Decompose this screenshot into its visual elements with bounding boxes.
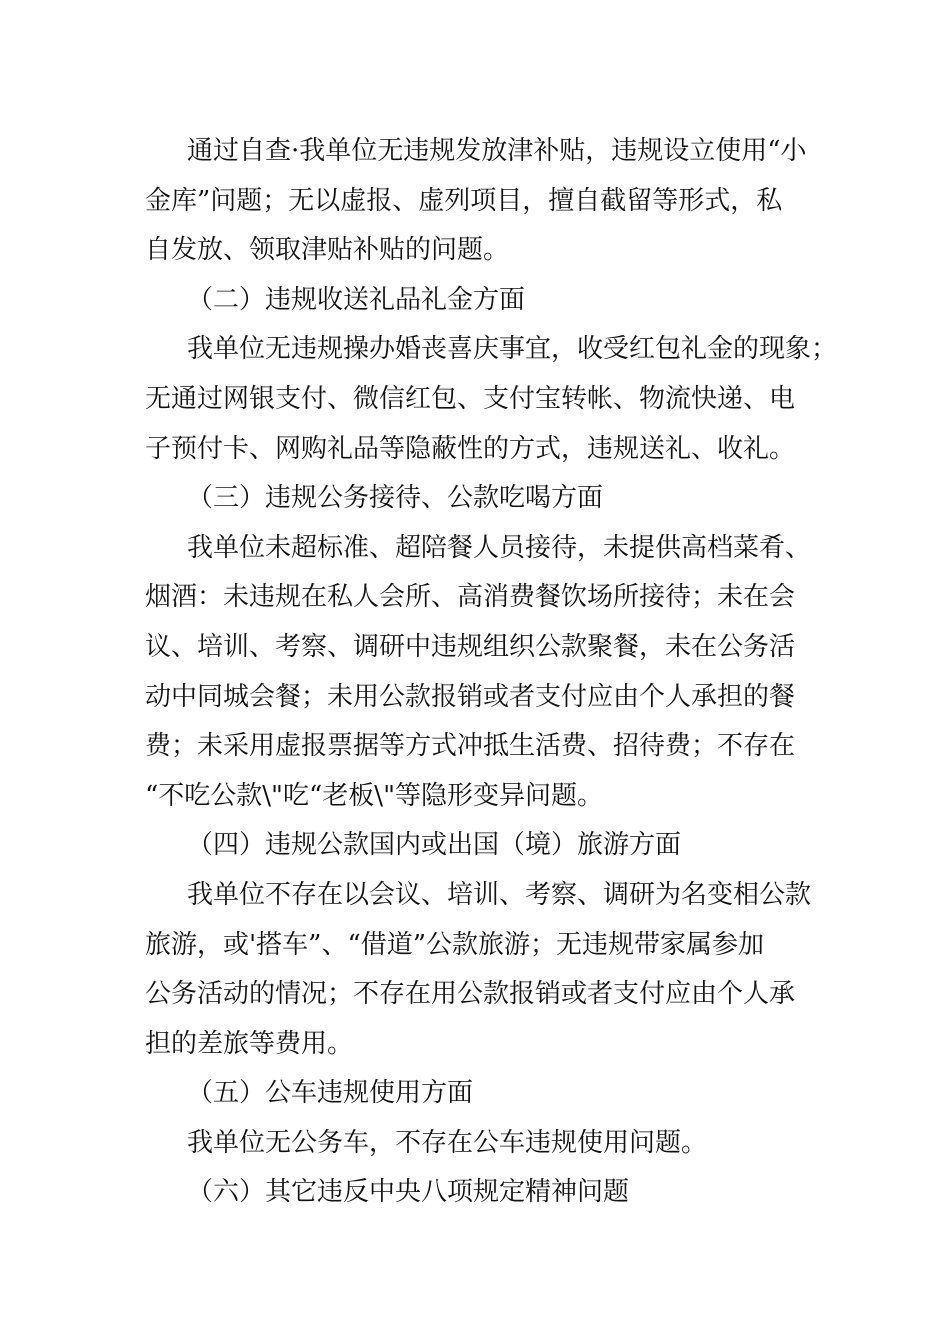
- section-heading: （二）违规收送礼品礼金方面: [187, 284, 526, 315]
- paragraph-line: 我单位无违规操办婚丧喜庆事宜，收受红包礼金的现象；: [187, 334, 838, 365]
- paragraph-line: “不吃公款\"吃“老板\"等隐形变异问题。: [145, 780, 604, 811]
- paragraph-line: 我单位无公务车，不存在公车违规使用问题。: [187, 1127, 708, 1158]
- section-heading: （六）其它违反中央八项规定精神问题: [187, 1177, 630, 1208]
- paragraph-line: 烟酒：未违规在私人会所、高消费餐饮场所接待；未在会: [145, 582, 796, 613]
- paragraph-line: 费；未采用虚报票据等方式冲抵生活费、招待费；不存在: [145, 731, 796, 762]
- paragraph-line: 自发放、领取津贴补贴的问题。: [145, 235, 510, 266]
- paragraph-line: 金库”问题；无以虚报、虚列项目，擅自截留等形式，私: [145, 185, 783, 216]
- paragraph-line: 子预付卡、网购礼品等隐蔽性的方式，违规送礼、收礼。: [145, 433, 796, 464]
- paragraph-line: 无通过网银支付、微信红包、支付宝转帐、物流快递、电: [145, 383, 796, 414]
- paragraph-line: 我单位不存在以会议、培训、考察、调研为名变相公款: [187, 879, 812, 910]
- paragraph-line: 我单位未超标准、超陪餐人员接待，未提供高档菜肴、: [187, 532, 812, 563]
- section-heading: （四）违规公款国内或出国（境）旅游方面: [187, 830, 682, 861]
- section-heading: （三）违规公务接待、公款吃喝方面: [187, 483, 604, 514]
- paragraph-line: 旅游，或'搭车”、“借道”公款旅游；无违规带家属参加: [145, 929, 765, 960]
- paragraph-line: 通过自查·我单位无违规发放津补贴，违规设立使用“小: [187, 136, 807, 166]
- paragraph-line: 担的差旅等费用。: [145, 1028, 354, 1059]
- paragraph-line: 议、培训、考察、调研中违规组织公款聚餐，未在公务活: [145, 631, 796, 662]
- section-heading: （五）公车违规使用方面: [187, 1078, 474, 1109]
- paragraph-line: 动中同城会餐；未用公款报销或者支付应由个人承担的餐: [145, 681, 796, 712]
- document-body: [145, 127, 838, 1218]
- paragraph-line: 公务活动的情况；不存在用公款报销或者支付应由个人承: [145, 979, 796, 1010]
